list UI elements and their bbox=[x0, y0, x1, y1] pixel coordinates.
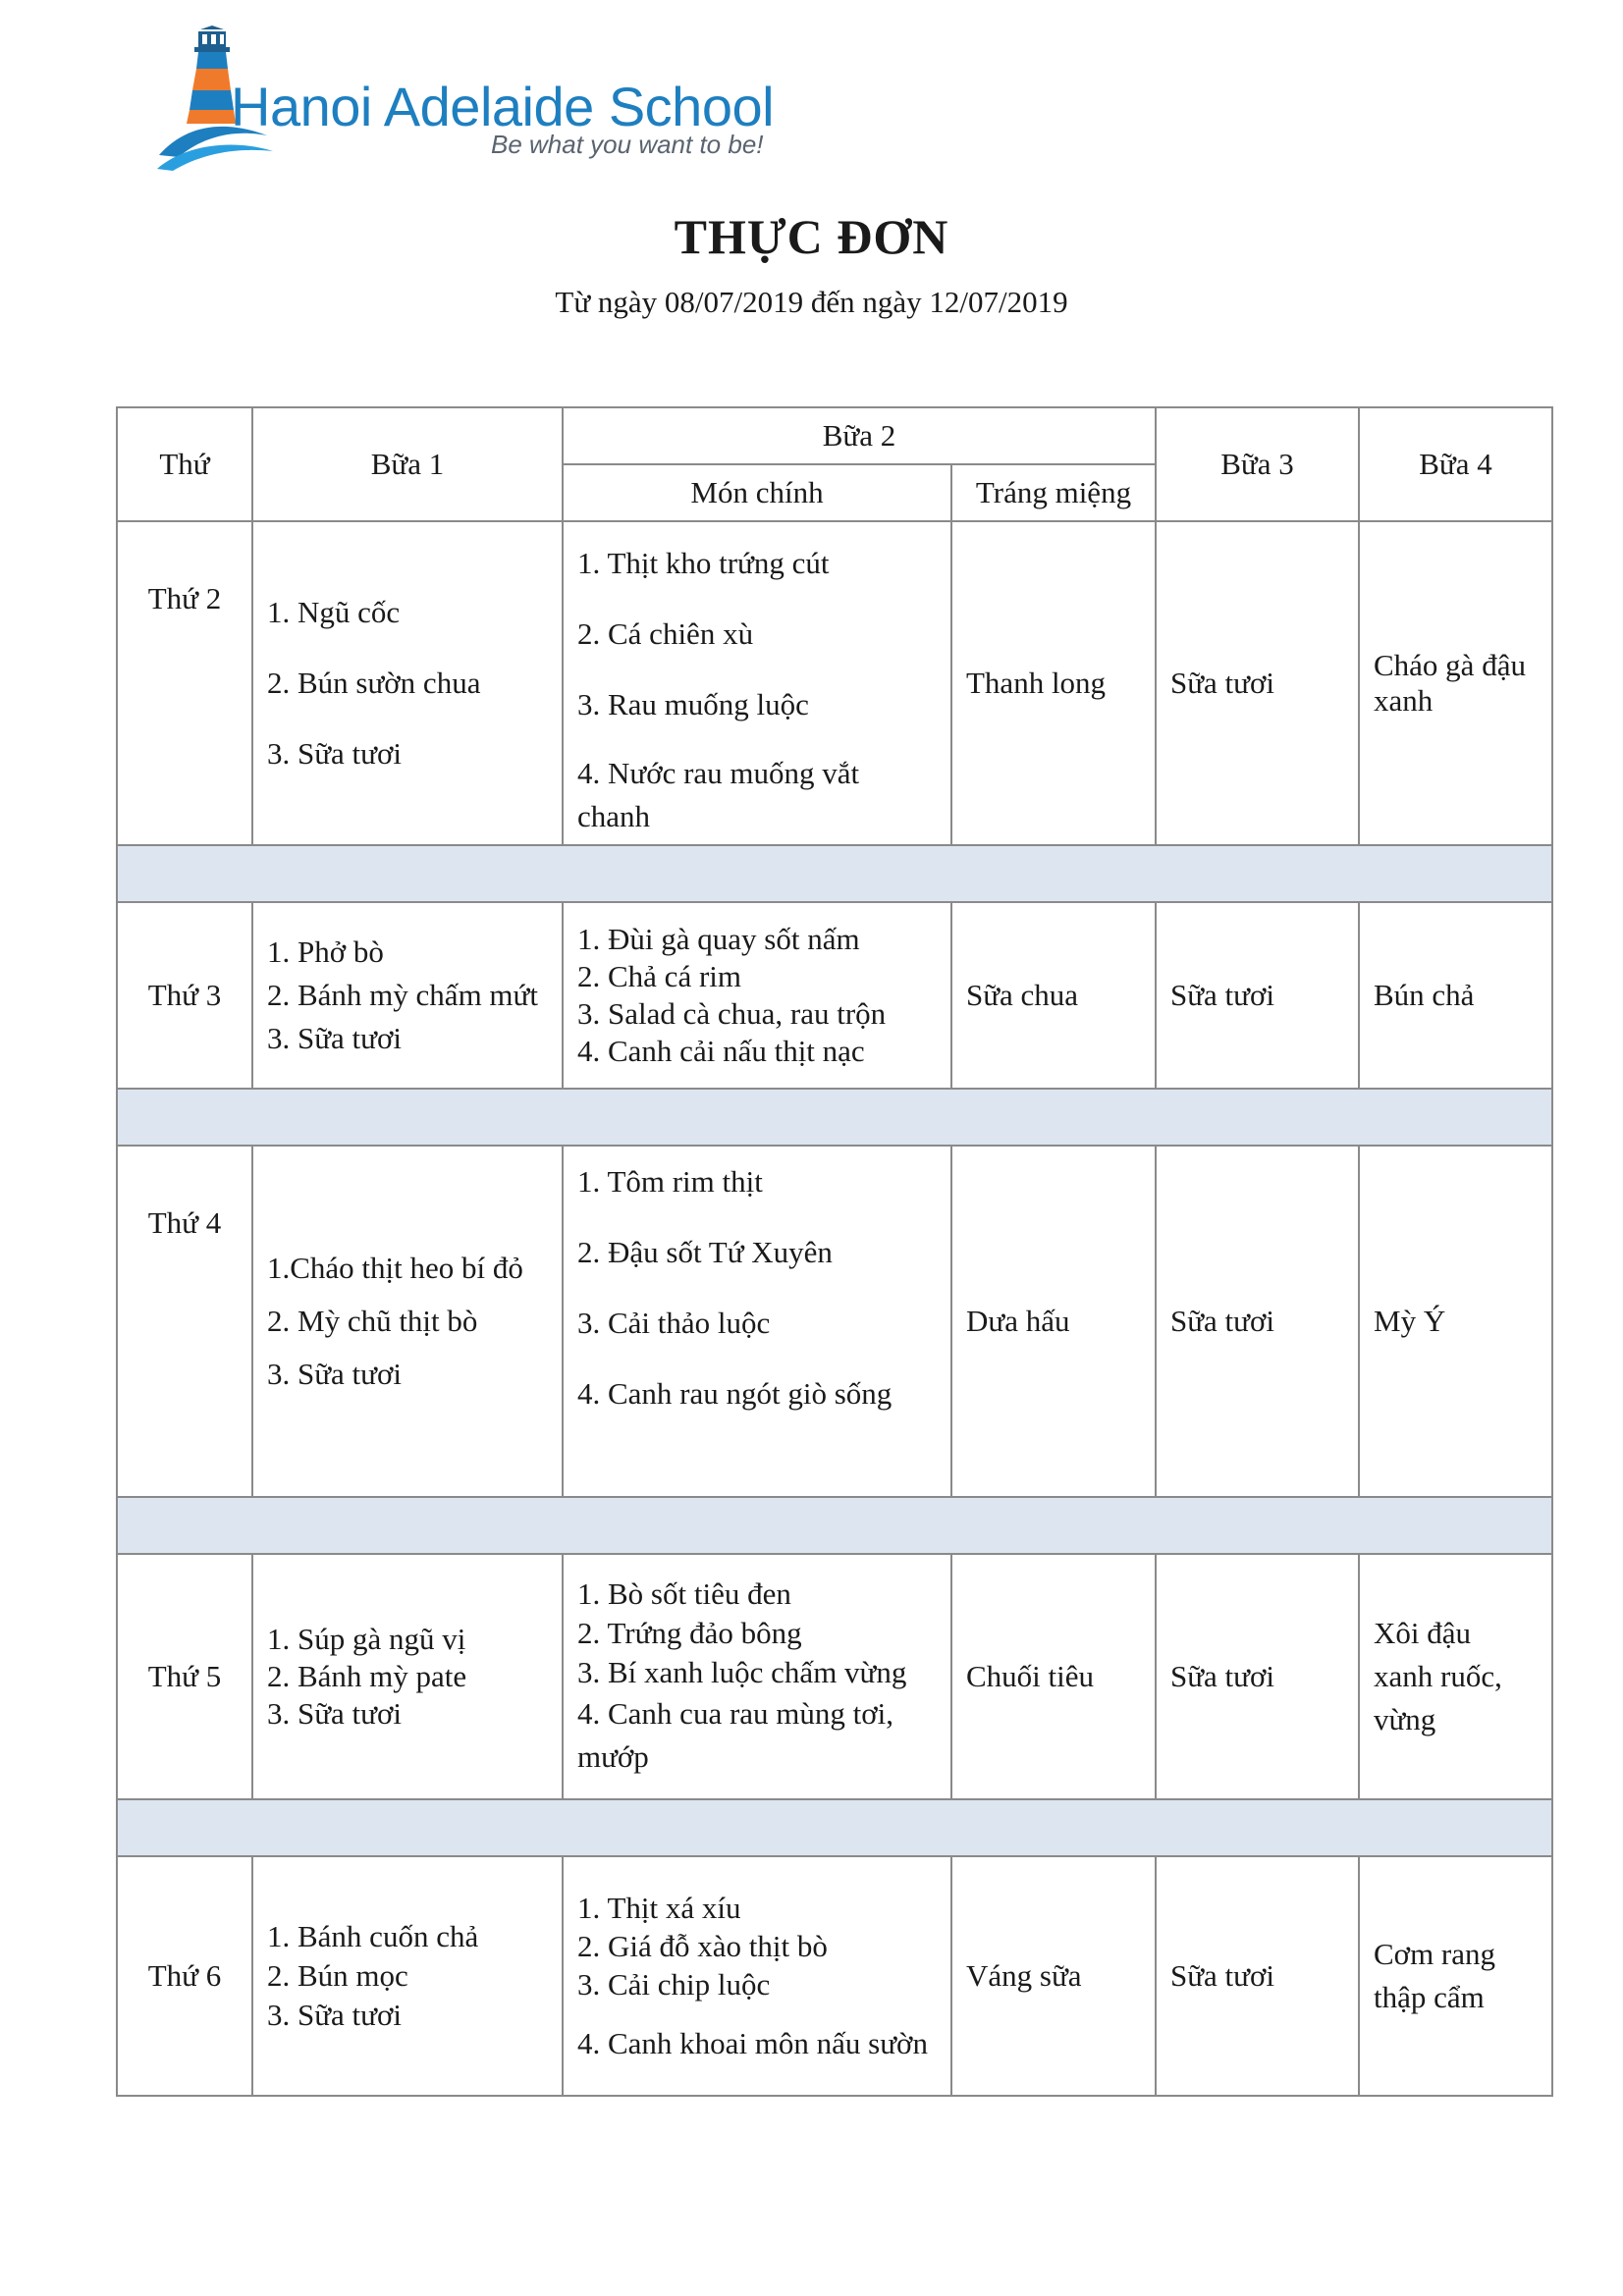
meal1-cell bbox=[252, 1146, 563, 1497]
meal3-cell: Sữa tươi bbox=[1156, 521, 1359, 845]
list-item: 2. Bún sườn chua bbox=[267, 666, 481, 700]
meal3-cell: Sữa tươi bbox=[1156, 902, 1359, 1089]
meal3-cell: Sữa tươi bbox=[1156, 1146, 1359, 1497]
school-name-part1: Hanoi bbox=[231, 76, 372, 137]
header-meal2: Bữa 2 bbox=[563, 407, 1156, 464]
list-item: 3. Bí xanh luộc chấm vừng bbox=[577, 1655, 907, 1689]
table-row bbox=[117, 1856, 1552, 2096]
list-item: 2. Đậu sốt Tứ Xuyên bbox=[577, 1235, 833, 1269]
meal4-cell: Cơm rang thập cẩm bbox=[1359, 1856, 1552, 2096]
meal1-cell bbox=[252, 521, 563, 845]
list-item: 3. Cải thảo luộc bbox=[577, 1306, 771, 1340]
list-item: 3. Sữa tươi bbox=[267, 1357, 402, 1391]
header-meal3: Bữa 3 bbox=[1156, 407, 1359, 521]
list-item: 1. Tôm rim thịt bbox=[577, 1164, 763, 1199]
meal4-cell: Bún chả bbox=[1359, 902, 1552, 1089]
list-item: 1. Thịt kho trứng cút bbox=[577, 546, 830, 580]
list-item: 2. Chả cá rim bbox=[577, 959, 742, 993]
list-item: 4. Canh cải nấu thịt nạc bbox=[577, 1034, 865, 1068]
list-item: 3. Sữa tươi bbox=[267, 1696, 402, 1731]
list-item: 4. Canh khoai môn nấu sườn bbox=[577, 2025, 928, 2060]
list-item: 2. Cá chiên xù bbox=[577, 616, 754, 651]
list-item: 1. Thịt xá xíu bbox=[577, 1890, 741, 1925]
school-name-part3: School bbox=[608, 76, 775, 137]
tagline: Be what you want to be! bbox=[491, 130, 764, 159]
day-cell: Thứ 3 bbox=[117, 902, 252, 1089]
row-separator bbox=[117, 1799, 1552, 1856]
list-item: 1. Ngũ cốc bbox=[267, 595, 401, 629]
row-separator bbox=[117, 845, 1552, 902]
list-item: 2. Bánh mỳ chấm mứt bbox=[267, 978, 538, 1012]
main-dish-cell bbox=[563, 902, 951, 1089]
list-item: 1. Đùi gà quay sốt nấm bbox=[577, 922, 860, 956]
main-dish-cell bbox=[563, 1856, 951, 2096]
list-item: 1. Phở bò bbox=[267, 934, 384, 969]
dessert-cell: Dưa hấu bbox=[951, 1146, 1156, 1497]
meal4-cell: Xôi đậu xanh ruốc, vừng bbox=[1359, 1554, 1552, 1799]
list-item: 3. Sữa tươi bbox=[267, 1998, 402, 2032]
list-item: 4. Canh cua rau mùng tơi, mướp bbox=[577, 1696, 894, 1774]
header-meal4: Bữa 4 bbox=[1359, 407, 1552, 521]
list-item: 2. Bánh mỳ pate bbox=[267, 1659, 467, 1693]
table-row bbox=[117, 1146, 1552, 1497]
list-item: 1. Bò sốt tiêu đen bbox=[577, 1576, 791, 1611]
day-cell: Thứ 2 bbox=[117, 521, 252, 845]
day-cell: Thứ 6 bbox=[117, 1856, 252, 2096]
meal1-cell bbox=[252, 902, 563, 1089]
menu-table bbox=[116, 406, 1553, 2097]
dessert-cell: Váng sữa bbox=[951, 1856, 1156, 2096]
meal3-cell: Sữa tươi bbox=[1156, 1554, 1359, 1799]
dessert-cell: Chuối tiêu bbox=[951, 1554, 1156, 1799]
table-row bbox=[117, 1554, 1552, 1799]
header-dessert: Tráng miệng bbox=[951, 464, 1156, 521]
header-meal1: Bữa 1 bbox=[252, 407, 563, 521]
list-item: 3. Sữa tươi bbox=[267, 736, 402, 771]
meal4-cell: Cháo gà đậu xanh bbox=[1359, 521, 1552, 845]
school-logo bbox=[157, 26, 785, 173]
header-main-dish: Món chính bbox=[563, 464, 951, 521]
list-item: 3. Cải chip luộc bbox=[577, 1966, 771, 2002]
list-item: 2. Trứng đảo bông bbox=[577, 1616, 802, 1650]
table-row bbox=[117, 521, 1552, 845]
list-item: 4. Canh rau ngót giò sống bbox=[577, 1376, 893, 1411]
list-item: 2. Giá đỗ xào thịt bò bbox=[577, 1928, 828, 1963]
meal1-cell bbox=[252, 1554, 563, 1799]
date-range: Từ ngày 08/07/2019 đến ngày 12/07/2019 bbox=[555, 285, 1068, 319]
table-row bbox=[117, 902, 1552, 1089]
main-dish-cell bbox=[563, 1146, 951, 1497]
day-cell: Thứ 4 bbox=[117, 1146, 252, 1497]
list-item: 1.Cháo thịt heo bí đỏ bbox=[267, 1251, 523, 1285]
list-item: 3. Sữa tươi bbox=[267, 1021, 402, 1055]
row-separator bbox=[117, 1089, 1552, 1146]
row-separator bbox=[117, 1497, 1552, 1554]
list-item: 2. Mỳ chũ thịt bò bbox=[267, 1304, 478, 1338]
page-title: THỰC ĐƠN bbox=[674, 209, 949, 264]
header-day: Thứ bbox=[117, 407, 252, 521]
list-item: 3. Salad cà chua, rau trộn bbox=[577, 996, 887, 1031]
school-name-part2: Adelaide bbox=[383, 76, 594, 137]
list-item: 1. Súp gà ngũ vị bbox=[267, 1622, 466, 1656]
main-dish-cell bbox=[563, 521, 951, 845]
list-item: 1. Bánh cuốn chả bbox=[267, 1919, 479, 1953]
meal4-cell: Mỳ Ý bbox=[1359, 1146, 1552, 1497]
list-item: 2. Bún mọc bbox=[267, 1958, 408, 1993]
list-item: 3. Rau muống luộc bbox=[577, 687, 809, 721]
main-dish-cell bbox=[563, 1554, 951, 1799]
dessert-cell: Sữa chua bbox=[951, 902, 1156, 1089]
meal3-cell: Sữa tươi bbox=[1156, 1856, 1359, 2096]
day-cell: Thứ 5 bbox=[117, 1554, 252, 1799]
list-item: 4. Nước rau muống vắt chanh bbox=[577, 756, 860, 833]
dessert-cell: Thanh long bbox=[951, 521, 1156, 845]
meal1-cell bbox=[252, 1856, 563, 2096]
